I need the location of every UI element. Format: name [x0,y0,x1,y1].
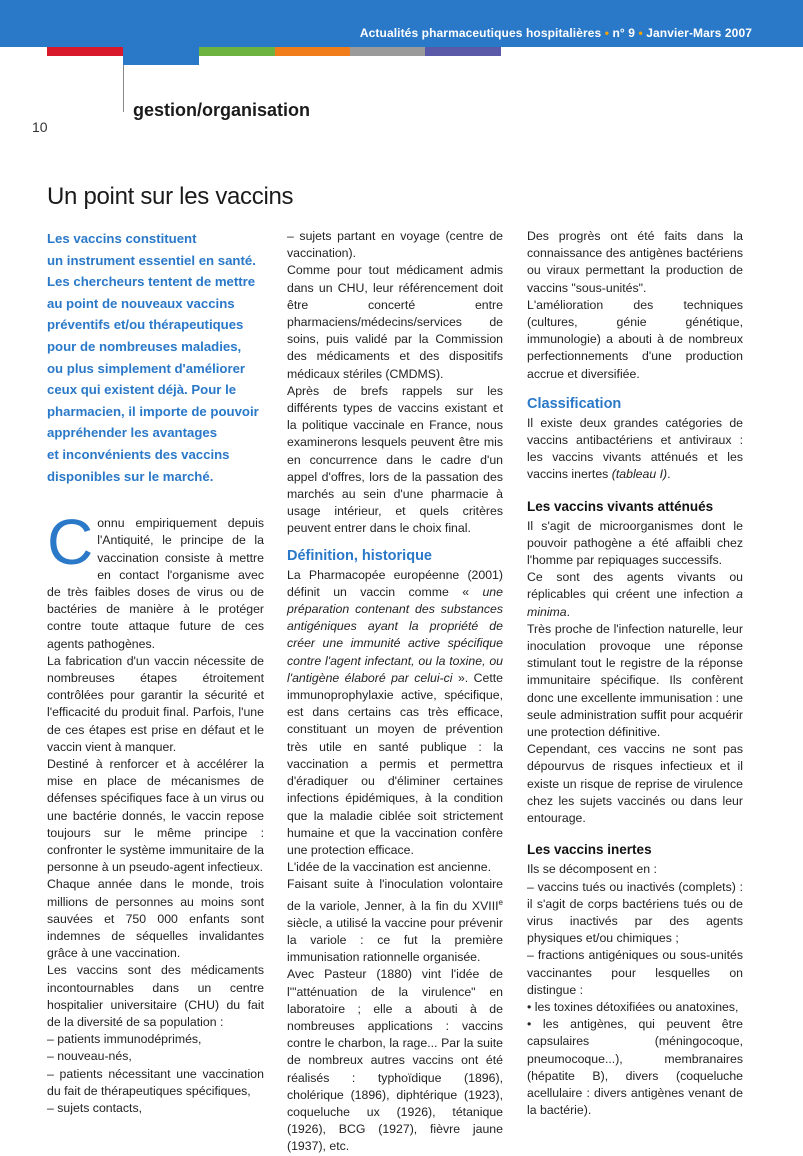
body-text: . [667,467,671,482]
body-text: ». Cette immunoprophylaxie active, spécifique, est dans certains cas très efficace, constituant un moyen de prévention très utile en santé publique : la vaccination a permis et permettra d'éradiquer ou d'éliminer certaines infections épidémiques, à la condition que la maladie ciblée soit strictement humaine et que la vaccination confère une protection efficace. [287,670,504,857]
body-text: Ce sont des agents vivants ou réplicables qui créent une infection [527,570,743,602]
heading-definition: Définition, historique [287,547,432,564]
section-title: gestion/organisation [133,100,311,120]
body-paragraph: Très proche de l'infection naturelle, leur inoculation provoque une réponse stimulant tout le registre de la réponse immunitaire spécifique. Ils confèrent donc une excellente immunisation : une seule administration suffit pour acquérir une protection définitive. [527,621,744,740]
lead-line: Les chercheurs tentent de mettre [47,274,256,290]
list-item: – fractions antigéniques ou sous-unités vaccinantes pour lesquelles on distingue : [527,948,743,997]
list-item: – sujets contacts, [47,1101,143,1116]
column-3 [527,228,743,1119]
list-item: – vaccins tués ou inactivés (complets) : il s'agit de corps bactériens tués ou de virus inactivés par des agents physiques et/ou chimiques ; [527,879,743,946]
body-paragraph [287,567,503,859]
body-paragraph: L'amélioration des techniques (cultures, génie génétique, immunologie) a abouti à de nombreux perfectionnements d'une production accrue et diversifiée. [527,297,743,381]
body-paragraph: Chaque année dans le monde, trois millions de personnes au moins sont sauvées et 750 000 enfants sont indemnes de séquelles invalidantes grâce à une vaccination. [47,877,264,961]
body-paragraph [47,506,264,653]
list-item: – patients immunodéprimés, [47,1032,202,1047]
article-title: Un point sur les vaccins [47,183,294,210]
list-item: – patients nécessitant une vaccination du fait de thérapeutiques spécifiques, [47,1066,264,1098]
heading-inert-vaccines: Les vaccins inertes [527,842,652,858]
body-paragraph: Ils se décomposent en : [527,862,657,877]
body-text: Faisant suite à l'inoculation volontaire de la variole, Jenner, à la fin du XVIII [287,877,503,913]
lead-line: pour de nombreuses maladies, [47,338,242,354]
body-paragraph [527,415,743,484]
heading-live-vaccines: Les vaccins vivants atténués [527,498,714,514]
body-paragraph: Les vaccins sont des médicaments incontournables dans un centre hospitalier universitaire (CHU) du fait de la diversité de sa population : [47,963,264,1030]
quote-text: une préparation contenant des substances antigéniques ayant la propriété de créer une immunité active spécifique contre l'agent infectant, ou la toxine, ou l'antigène élaboré par celui-ci [287,584,503,685]
list-item: • les antigènes, qui peuvent être capsulaires (méningocoque, pneumocoque...), membranaires (hépatite B), divers (coqueluche acellulaire : divers antigènes venant de la bactérie). [527,1017,743,1118]
body-text: onnu empiriquement depuis l'Antiquité, le principe de la vaccination consiste à mettre en contact l'organisme avec de très faibles doses de virus ou de bactéries de manière à le protéger contre toute attaque future de ces agents pathogènes. [47,516,264,651]
color-stripe-red [47,47,123,56]
lead-line: préventifs et/ou thérapeutiques [47,317,244,333]
column-1 [47,228,264,1117]
color-stripe-blue [123,47,199,65]
body-paragraph [527,569,743,621]
page-number: 10 [32,119,48,135]
table-ref: (tableau I) [611,467,668,482]
body-text: La Pharmacopée européenne (2001) définit un vaccin comme « [287,567,503,599]
body-text: siècle, a utilisé la vaccine pour prévenir la variole : ce fut la première immunisation rationnelle organisée. [287,915,503,965]
body-paragraph: Il s'agit de microorganismes dont le pouvoir pathogène a été affaibli chez l'homme par repiquages successifs. [527,518,743,568]
body-text: . [566,604,571,619]
body-paragraph: L'idée de la vaccination est ancienne. [287,860,492,875]
body-paragraph [287,876,503,966]
list-item: – nouveau-nés, [47,1049,132,1064]
journal-name: Actualités pharmaceutiques hospitalières [359,26,602,40]
issue-date: Janvier-Mars 2007 [646,26,752,40]
heading-classification: Classification [527,395,622,412]
color-stripe-purple [425,47,501,56]
column-2 [287,228,503,1156]
drop-cap: C [47,506,94,579]
body-paragraph: Après de brefs rappels sur les différents types de vaccins existant et la politique vaccinale en France, nous examinerons lesquels peuvent être mis en concurrence dans le cadre d'un appel d'offres, lors de la passation des marchés au sein d'une pharmacie à usage intérieur, et quels critères peuvent entrer dans le choix final. [287,383,503,536]
lead-line: un instrument essentiel en santé. [47,252,256,268]
journal-header: Actualités pharmaceutiques hospitalières • n° 9 • Janvier-Mars 2007 [359,26,752,40]
body-text: Il existe deux grandes catégories de vaccins antibactériens et antiviraux : les vaccins vivants atténués et les vaccins inertes [527,415,743,482]
body-paragraph: La fabrication d'un vaccin nécessite de nombreuses étapes étroitement contrôlées pour garantir la sécurité et l'efficacité du produit final. Parfois, l'une de ces étapes est prise en défaut et le vaccin vient à manquer. [47,653,264,754]
lead-line: au point de nouveaux vaccins [47,295,235,311]
body-paragraph: Destiné à renforcer et à accélérer la mise en place de mécanismes de défenses spécifiques face à un virus ou une bactérie donnés, le vaccin repose toujours sur le même principe : confronter le système immunitaire de la personne à un pseudo-agent infectieux. [47,756,264,875]
lead-line: appréhender les avantages [47,425,218,441]
lead-line: ceux qui existent déjà. Pour le [47,382,237,398]
italic-text: a minima [527,587,743,619]
lead-paragraph [47,228,264,487]
body-paragraph: Comme pour tout médicament admis dans un CHU, leur référencement doit être concerté entre pharmaciens/médecins/services de soins, puis validé par la Commission des médicaments et des dispositifs médicaux stériles (CMDMS). [287,263,503,381]
body-paragraph: Avec Pasteur (1880) vint l'idée de l'"atténuation de la virulence" en laboratoire ; elle a abouti à de nombreuses applications : vaccins contre le charbon, la rage... Par la suite de nombreux autres vaccins ont été réalisés : typhoïdique (1896), cholérique (1896), diphtérique (1923), coqueluche ux (1926), tétanique (1926), BCG (1927), fièvre jaune (1937), etc. [287,967,503,1154]
issue-number: n° 9 [612,26,636,40]
body-paragraph: Des progrès ont été faits dans la connaissance des antigènes bactériens ou viraux permettant la production de vaccins "sous-unités". [527,229,743,295]
color-stripe-orange [275,47,350,56]
lead-line: pharmacien, il importe de pouvoir [47,403,259,419]
lead-line: Les vaccins constituent [47,231,197,246]
superscript: e [498,897,503,907]
color-stripe-grey [350,47,425,56]
lead-line: ou plus simplement d'améliorer [47,360,246,376]
color-stripe-green [199,47,275,56]
list-item: • les toxines détoxifiées ou anatoxines, [527,999,739,1014]
lead-line: et inconvénients des vaccins [47,446,230,462]
list-item: – sujets partant en voyage (centre de vaccination). [287,229,503,261]
lead-line: disponibles sur le marché. [47,468,214,484]
body-paragraph: Cependant, ces vaccins ne sont pas dépourvus de risques infectieux et il existe un risque de reprise de virulence chez les sujets vaccinés ou dans leur entourage. [527,742,743,826]
section-divider [123,65,124,112]
